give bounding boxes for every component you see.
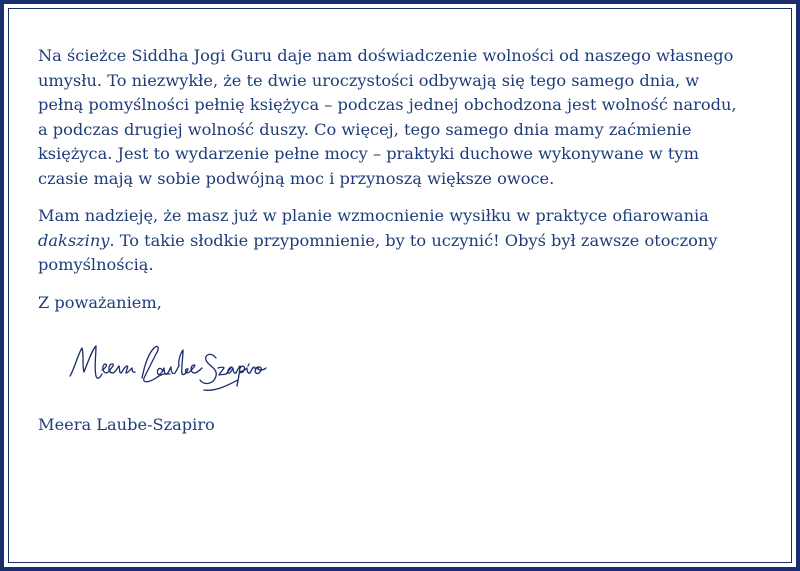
italic-word-dakszin: dakszin <box>38 230 101 250</box>
closing-salutation: Z poważaniem, <box>38 292 162 312</box>
paragraph-2-part-1: Mam nadzieję, że masz już w planie wzmocnienie wysiłku w praktyce ofiarowania <box>38 206 709 225</box>
letter-body <box>38 44 778 315</box>
paragraph-2-part-2: . To takie słodkie przypomnienie, by to uczynić! Obyś był zawsze otoczony pomyślnością. <box>38 230 718 274</box>
signer-name: Meera Laube-Szapiro <box>38 415 215 434</box>
paragraph-2 <box>38 204 778 278</box>
paragraph-1: Na ścieżce Siddha Jogi Guru daje nam doświadczenie wolności od naszego własnego umysłu. To niezwykłe, że te dwie uroczystości odbywają się tego samego dnia, w pełną pomyślności pełnię księżyca – podczas jednej obchodzona jest wolność narodu, a podczas drugiej wolność duszy. Co więcej, tego samego dnia mamy zaćmienie księżyca. Jest to wydarzenie pełne mocy – praktyki duchowe wykonywane w tym czasie mają w sobie podwójną moc i przynoszą większe owoce. <box>38 46 737 188</box>
handwritten-signature <box>66 340 276 396</box>
italic-word-ending: y <box>100 230 110 250</box>
